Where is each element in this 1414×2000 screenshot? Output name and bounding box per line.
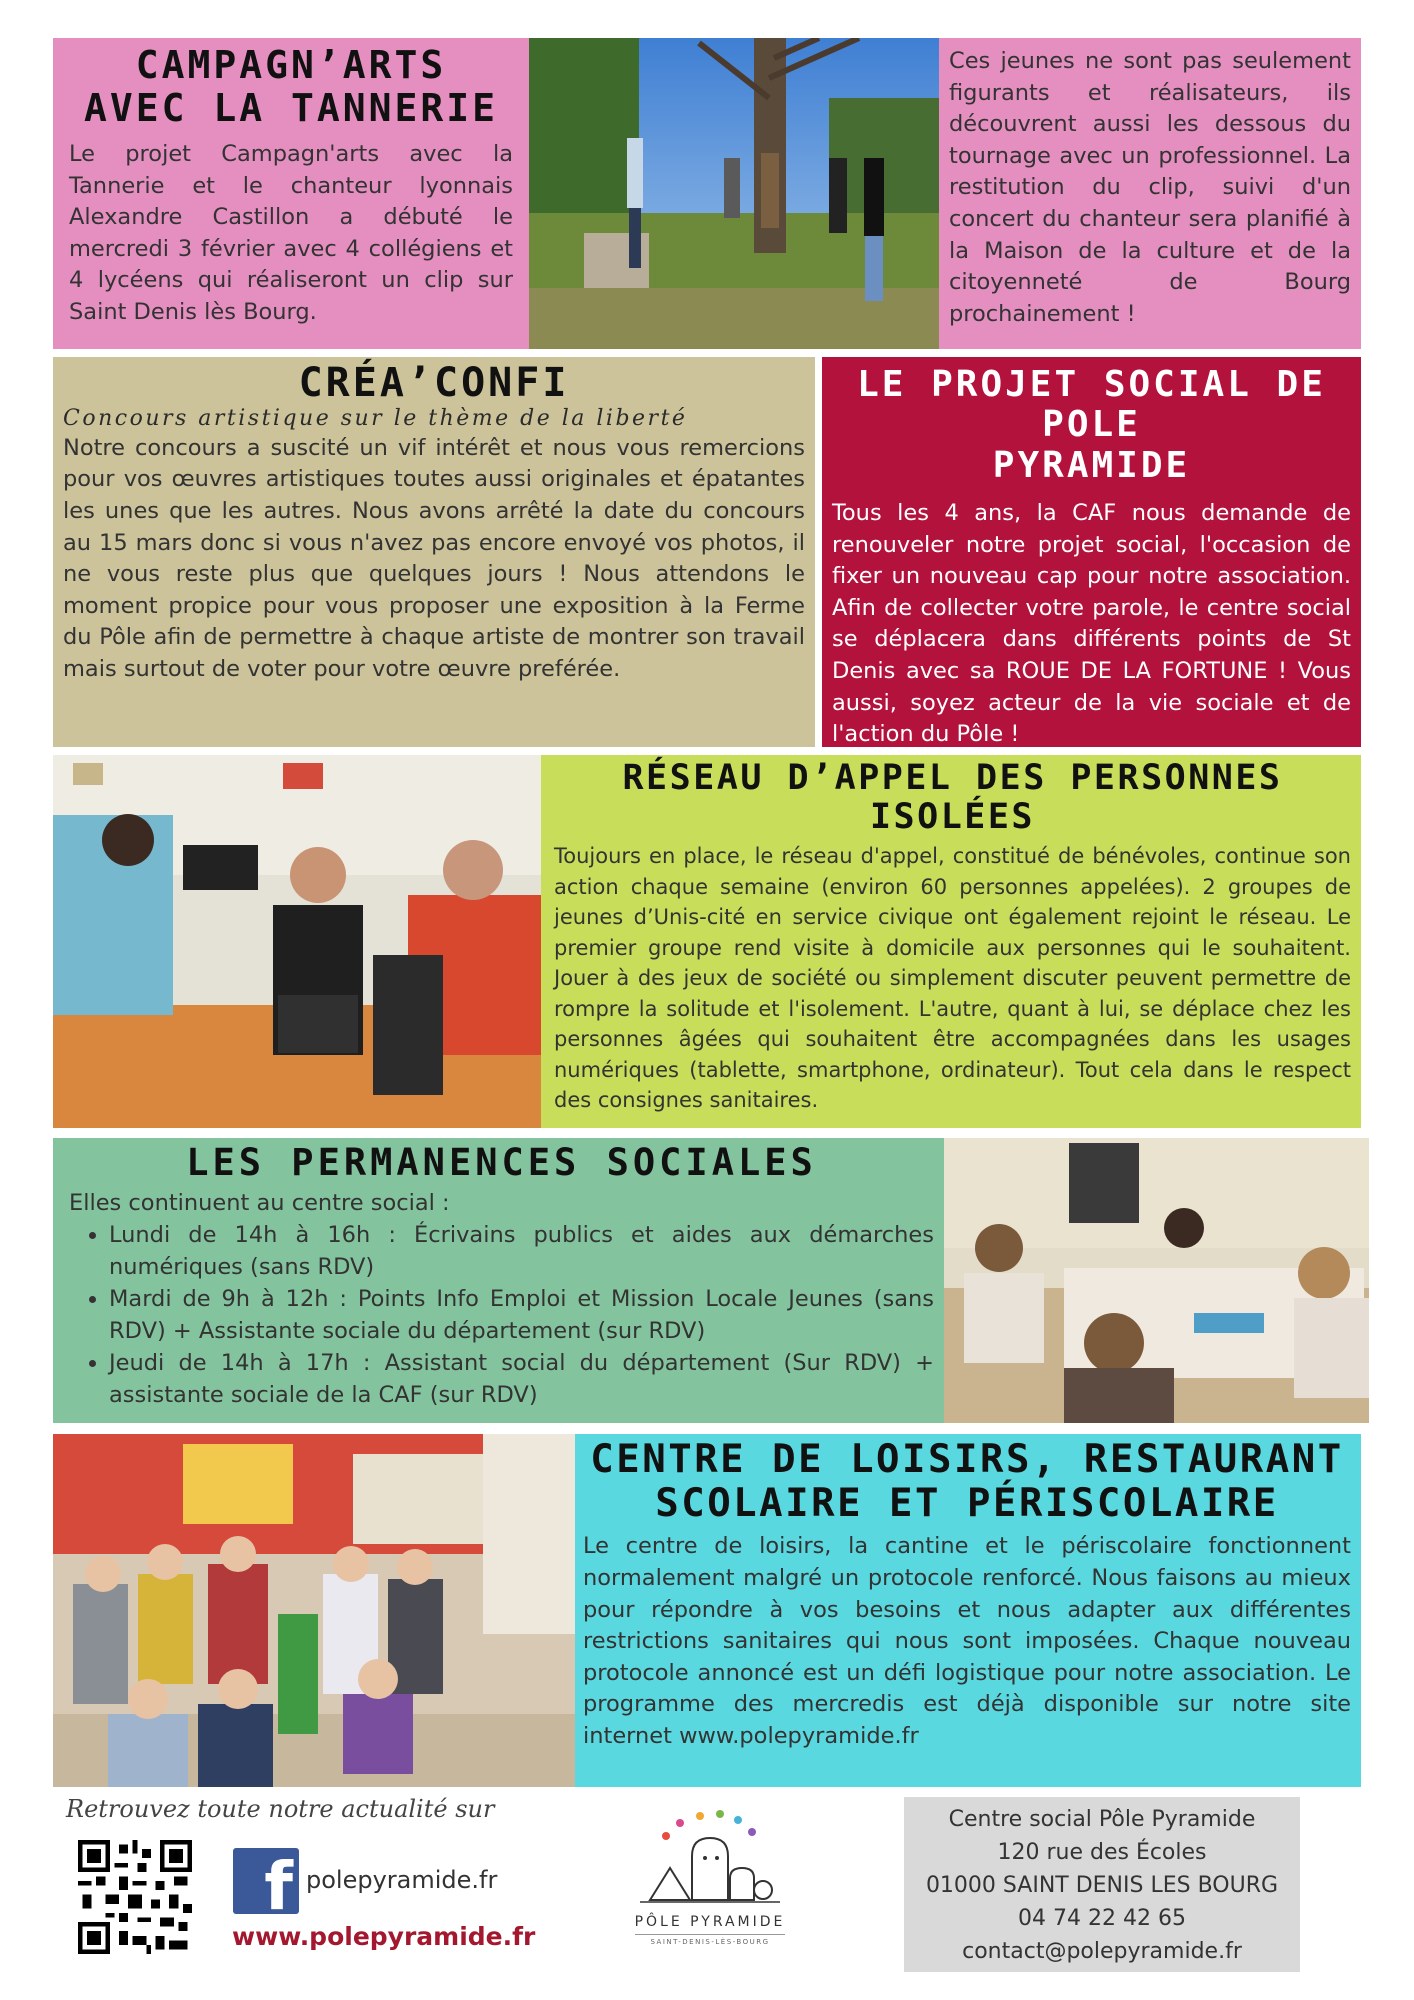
centre-loisirs-body: Le centre de loisirs, la cantine et le périscolaire fonctionnent normalement malgré un protocole renforcé. Nous faisons au mieux pour répondre à vos besoins et nous adapter aux différentes restrictions sanitaires qui nous sont imposées. Chaque nouveau protocole annoncé est un défi logistique pour notre association. Le programme des mercredis est déjà disponible sur notre site internet www.polepyramide.fr <box>583 1533 1351 1749</box>
contact-city: 01000 SAINT DENIS LES BOURG <box>925 1873 1279 1898</box>
contact-phone[interactable]: 04 74 22 42 65 <box>1018 1906 1186 1931</box>
contact-email[interactable]: contact@polepyramide.fr <box>962 1939 1242 1964</box>
facebook-icon[interactable]: f <box>233 1848 299 1914</box>
facebook-handle-link[interactable]: polepyramide.fr <box>306 1866 498 1894</box>
contact-name: Centre social Pôle Pyramide <box>948 1807 1256 1832</box>
centre-loisirs-section <box>575 1434 1361 1787</box>
reseau-appel-body: Toujours en place, le réseau d'appel, constitué de bénévoles, continue son action chaque semaine (environ 60 personnes appelées). 2 groupes de jeunes d’Unis-cité en service civique ont également rejoint le réseau. Le premier groupe rend visite à domicile aux personnes qui le souhaitent. Jouer à des jeux de société ou simplement discuter peuvent permettre de rompre la solitude et l'isolement. L'autre, quant à lui, se déplace chez les personnes âgées qui souhaitent être accompagnées dans les usages numériques (tablette, smartphone, ordinateur). Tout cela dans le respect des consignes sanitaires. <box>554 844 1351 1113</box>
list-item: • Jeudi de 14h à 17h : Assistant social du département (Sur RDV) + assistante sociale de la CAF (sur RDV) <box>109 1347 934 1411</box>
campagnarts-body: Le projet Campagn'arts avec la Tannerie et le chanteur lyonnais Alexandre Castillon a débuté le mercredi 3 février avec 4 collégiens et 4 lycéens qui réaliseront un clip sur Saint Denis lès Bourg. <box>69 141 513 326</box>
qr-code-icon[interactable] <box>78 1840 192 1954</box>
campagnarts-title: CAMPAGN’ARTS AVEC LA TANNERIE <box>83 43 499 130</box>
permanences-list <box>69 1219 934 1411</box>
permanences-photo <box>944 1138 1369 1423</box>
campagnarts-side-text: Ces jeunes ne sont pas seulement figurants et réalisateurs, ils découvrent aussi les dessous du tournage avec un professionnel. La restitution du clip, suivi d'un concert du chanteur sera planifié à la Maison de la culture et de la citoyenneté de Bourg prochainement ! <box>949 48 1351 327</box>
projet-social-section <box>822 357 1361 747</box>
permanences-title: LES PERMANENCES SOCIALES <box>186 1141 817 1184</box>
contact-box <box>904 1797 1300 1972</box>
logo-sub: SAINT-DENIS-LÈS-BOURG <box>650 1938 770 1946</box>
centre-loisirs-photo <box>53 1434 575 1787</box>
creaconfi-title: CRÉA’CONFI <box>298 360 570 406</box>
reseau-appel-section <box>541 755 1361 1128</box>
pole-pyramide-logo <box>610 1808 810 1958</box>
centre-loisirs-title: CENTRE DE LOISIRS, RESTAURANT SCOLAIRE ET PÉRISCOLAIRE <box>590 1437 1344 1526</box>
permanences-section <box>53 1138 944 1423</box>
projet-social-body: Tous les 4 ans, la CAF nous demande de renouveler notre projet social, l'occasion de fixer un nouveau cap pour notre association. Afin de collecter votre parole, le centre social se déplacera dans différents points de St Denis avec sa ROUE DE LA FORTUNE ! Vous aussi, soyez acteur de la vie sociale et de l'action du Pôle ! <box>832 499 1351 748</box>
reseau-appel-title: RÉSEAU D’APPEL DES PERSONNES ISOLÉES <box>622 758 1283 838</box>
campagnarts-side-panel <box>939 38 1361 349</box>
website-link[interactable]: www.polepyramide.fr <box>232 1922 536 1951</box>
logo-divider <box>635 1934 785 1935</box>
creaconfi-body: Notre concours a suscité un vif intérêt et nous vous remercions pour vos œuvres artistiques toutes aussi originales et épatantes les unes que les autres. Nous avons arrêté la date du concours au 15 mars donc si vous n'avez pas encore envoyé vos photos, il ne vous reste plus que quelques jours ! Nous attendons le moment propice pour vous proposer une exposition à la Ferme du Pôle afin de permettre à chaque artiste de montrer son travail mais surtout de voter pour votre œuvre preférée. <box>63 434 805 682</box>
list-item: • Mardi de 9h à 12h : Points Info Emploi et Mission Locale Jeunes (sans RDV) + Assistante sociale du département (sur RDV) <box>109 1283 934 1347</box>
footer-tagline: Retrouvez toute notre actualité sur <box>66 1795 495 1823</box>
logo-name: PÔLE PYRAMIDE <box>634 1914 786 1930</box>
list-item: • Lundi de 14h à 16h : Écrivains publics et aides aux démarches numériques (sans RDV) <box>109 1219 934 1283</box>
projet-social-title: LE PROJET SOCIAL DE POLE PYRAMIDE <box>857 364 1326 486</box>
creaconfi-section <box>53 357 815 747</box>
permanences-intro: Elles continuent au centre social : <box>69 1190 450 1217</box>
reseau-appel-photo <box>53 755 541 1128</box>
contact-street: 120 rue des Écoles <box>997 1840 1207 1865</box>
campagnarts-section <box>53 38 529 349</box>
creaconfi-subtitle: Concours artistique sur le thème de la liberté <box>63 405 688 431</box>
pyramid-logo-icon <box>610 1808 810 1908</box>
campagnarts-photo <box>529 38 939 349</box>
